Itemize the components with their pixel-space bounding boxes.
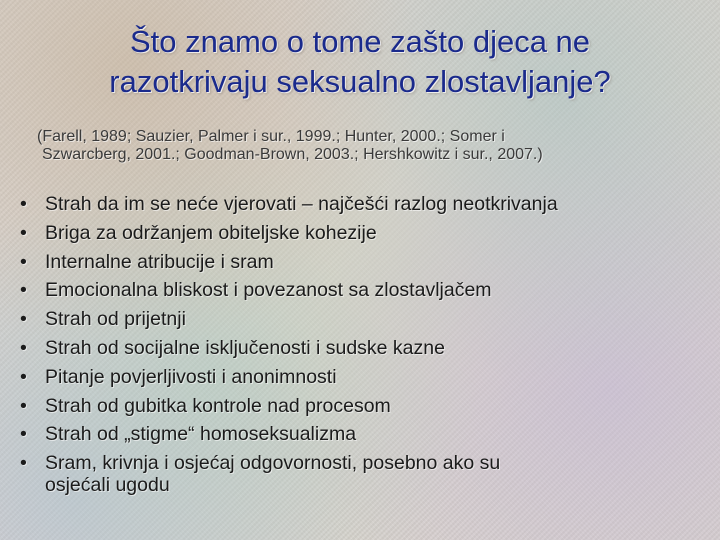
- bullet-item: [20, 337, 710, 359]
- bullet-item: [20, 366, 710, 388]
- bullet-text-line: Strah od gubitka kontrole nad procesom: [45, 394, 391, 417]
- bullet-text: [45, 452, 710, 496]
- bullet-icon: •: [20, 250, 27, 273]
- citation-line-1: (Farell, 1989; Sauzier, Palmer i sur., 1999.; Hunter, 2000.; Somer i: [37, 128, 505, 145]
- bullet-list: [20, 193, 710, 503]
- bullet-icon: •: [20, 308, 27, 331]
- bullet-text: [45, 308, 710, 330]
- bullet-item: [20, 423, 710, 445]
- bullet-item: [20, 193, 710, 215]
- bullet-icon: •: [20, 394, 27, 417]
- bullet-text: [45, 395, 710, 417]
- bullet-text: [45, 366, 710, 388]
- bullet-icon: •: [20, 279, 27, 302]
- bullet-text-line: Pitanje povjerljivosti i anonimnosti: [45, 365, 337, 388]
- bullet-text: [45, 337, 710, 359]
- bullet-icon: •: [20, 193, 27, 215]
- slide-title-line-1: Što znamo o tome zašto djeca ne: [129, 24, 591, 59]
- bullet-text-line: osjećali ugodu: [45, 474, 170, 497]
- citation-line-2: Szwarcberg, 2001.; Goodman-Brown, 2003.; Hershkowitz i sur., 2007.): [42, 146, 543, 163]
- bullet-icon: •: [20, 365, 27, 388]
- bullet-text-line: Sram, krivnja i osjećaj odgovornosti, posebno ako su: [45, 452, 501, 475]
- bullet-text-line: Strah od „stigme“ homoseksualizma: [45, 423, 357, 446]
- bullet-icon: •: [20, 452, 27, 475]
- bullet-text-line: Briga za održanjem obiteljske kohezije: [45, 221, 377, 244]
- bullet-icon: •: [20, 336, 27, 359]
- slide-title: [20, 22, 700, 102]
- bullet-item: [20, 452, 710, 496]
- bullet-text: [45, 423, 710, 445]
- bullet-item: [20, 308, 710, 330]
- bullet-text-line: Emocionalna bliskost i povezanost sa zlostavljačem: [45, 279, 492, 302]
- bullet-icon: •: [20, 221, 27, 244]
- bullet-text: [45, 279, 710, 301]
- bullet-item: [20, 222, 710, 244]
- bullet-text-line: Strah od prijetnji: [45, 308, 186, 331]
- bullet-text: [45, 251, 710, 273]
- bullet-item: [20, 251, 710, 273]
- bullet-icon: •: [20, 423, 27, 446]
- bullet-item: [20, 279, 710, 301]
- bullet-text: [45, 193, 710, 215]
- bullet-text-line: Internalne atribucije i sram: [45, 250, 274, 273]
- bullet-text: [45, 222, 710, 244]
- bullet-text-line: Strah od socijalne isključenosti i sudske kazne: [45, 336, 445, 359]
- citation: [37, 128, 697, 164]
- slide-title-line-2: razotkrivaju seksualno zlostavljanje?: [109, 64, 611, 99]
- bullet-text-line: Strah da im se neće vjerovati – najčešći razlog neotkrivanja: [45, 193, 558, 215]
- bullet-item: [20, 395, 710, 417]
